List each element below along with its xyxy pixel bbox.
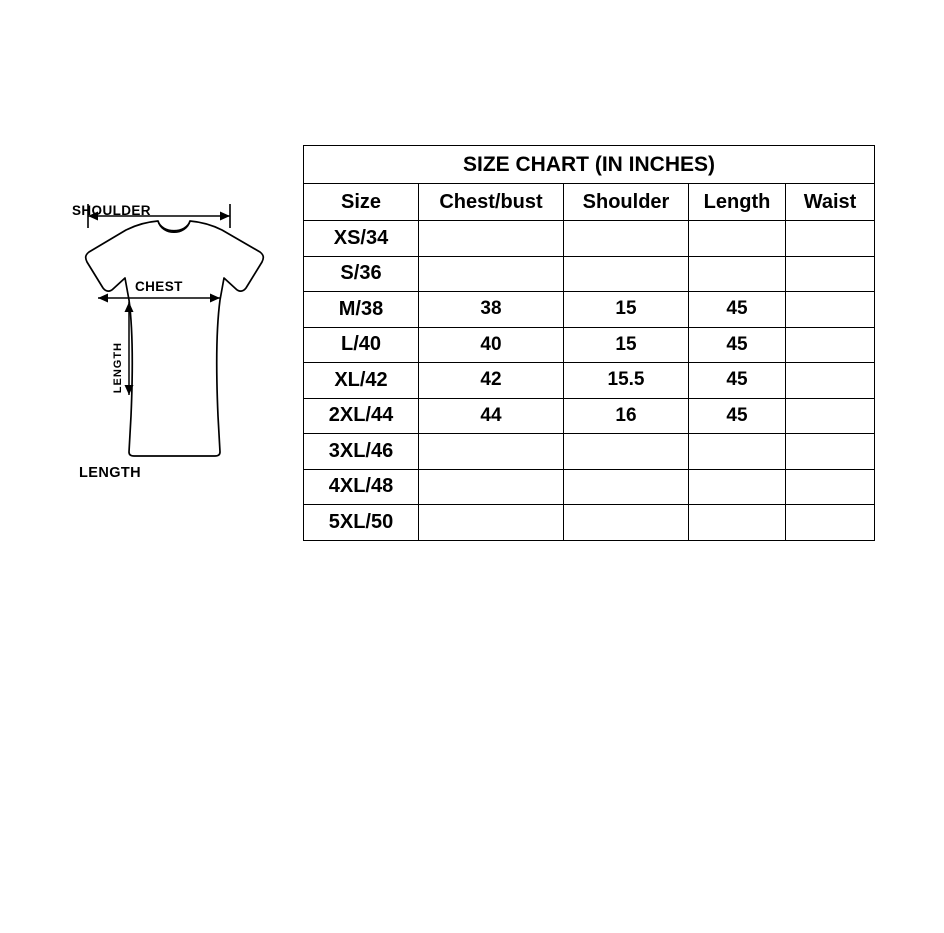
cell-waist — [786, 327, 875, 363]
table-row — [304, 363, 875, 399]
column-header-waist: Waist — [786, 184, 875, 221]
cell-chest: 44 — [419, 398, 564, 434]
cell-waist — [786, 363, 875, 399]
chest-dimension-label: CHEST — [135, 279, 183, 294]
cell-waist — [786, 292, 875, 328]
cell-chest: 38 — [419, 292, 564, 328]
table-row — [304, 256, 875, 292]
cell-size: M/38 — [304, 292, 419, 328]
table-row — [304, 292, 875, 328]
cell-waist — [786, 469, 875, 505]
length-dimension-label-bottom: LENGTH — [79, 465, 142, 481]
cell-shoulder — [564, 434, 689, 470]
cell-shoulder — [564, 221, 689, 257]
column-header-size: Size — [304, 184, 419, 221]
cell-size: 5XL/50 — [304, 505, 419, 541]
shoulder-dimension-label: SHOULDER — [72, 203, 151, 218]
length-dimension-label-vertical: LENGTH — [112, 342, 124, 394]
cell-chest: 42 — [419, 363, 564, 399]
cell-chest — [419, 434, 564, 470]
cell-length — [689, 256, 786, 292]
cell-chest — [419, 505, 564, 541]
table-row — [304, 221, 875, 257]
cell-waist — [786, 256, 875, 292]
table-row — [304, 327, 875, 363]
column-header-chest: Chest/bust — [419, 184, 564, 221]
cell-length — [689, 505, 786, 541]
table-row — [304, 469, 875, 505]
cell-chest — [419, 221, 564, 257]
cell-size: 2XL/44 — [304, 398, 419, 434]
cell-shoulder: 16 — [564, 398, 689, 434]
cell-chest — [419, 469, 564, 505]
column-header-length: Length — [689, 184, 786, 221]
table-row — [304, 398, 875, 434]
tshirt-outline-icon — [40, 190, 300, 500]
cell-waist — [786, 505, 875, 541]
cell-shoulder: 15 — [564, 327, 689, 363]
cell-waist — [786, 398, 875, 434]
cell-length — [689, 221, 786, 257]
cell-size: L/40 — [304, 327, 419, 363]
cell-size: XL/42 — [304, 363, 419, 399]
cell-chest — [419, 256, 564, 292]
cell-shoulder: 15.5 — [564, 363, 689, 399]
cell-chest: 40 — [419, 327, 564, 363]
cell-length: 45 — [689, 398, 786, 434]
table-row — [304, 505, 875, 541]
cell-length — [689, 469, 786, 505]
table-row — [304, 434, 875, 470]
cell-shoulder — [564, 256, 689, 292]
cell-size: 3XL/46 — [304, 434, 419, 470]
cell-length: 45 — [689, 292, 786, 328]
cell-waist — [786, 221, 875, 257]
table-header-row — [304, 184, 875, 221]
cell-shoulder: 15 — [564, 292, 689, 328]
size-chart-title: SIZE CHART (IN INCHES) — [304, 146, 875, 184]
cell-size: S/36 — [304, 256, 419, 292]
cell-size: XS/34 — [304, 221, 419, 257]
size-chart-table — [303, 145, 875, 541]
cell-waist — [786, 434, 875, 470]
cell-length: 45 — [689, 327, 786, 363]
column-header-shoulder: Shoulder — [564, 184, 689, 221]
cell-length: 45 — [689, 363, 786, 399]
table-title-row — [304, 146, 875, 184]
cell-size: 4XL/48 — [304, 469, 419, 505]
cell-length — [689, 434, 786, 470]
garment-measurement-diagram — [40, 190, 300, 500]
cell-shoulder — [564, 469, 689, 505]
cell-shoulder — [564, 505, 689, 541]
